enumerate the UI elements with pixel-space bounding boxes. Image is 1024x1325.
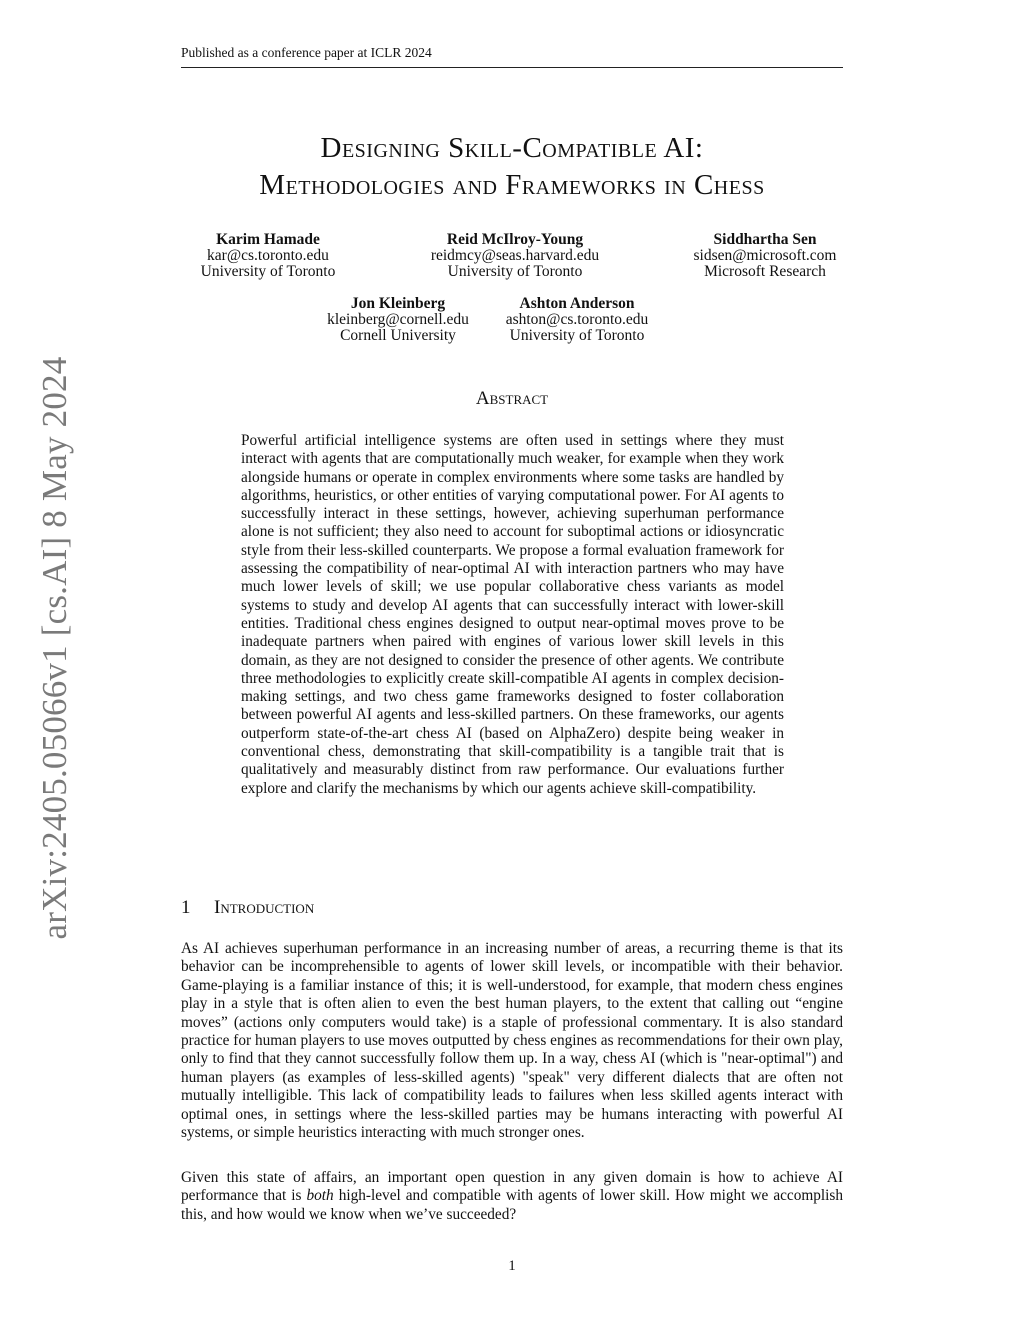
author-name: Reid McIlroy-Young <box>446 231 584 248</box>
author-email: reidmcy@seas.harvard.edu <box>430 247 600 264</box>
author-affiliation: Cornell University <box>340 327 456 344</box>
intro-paragraph-2 <box>181 1169 843 1224</box>
running-head: Published as a conference paper at ICLR 2024 <box>181 45 843 68</box>
author-block <box>487 296 667 344</box>
author-name: Jon Kleinberg <box>350 295 446 312</box>
arxiv-identifier-stamp: arXiv:2405.05066v1 [cs.AI] 8 May 2024 <box>35 356 74 940</box>
author-block <box>308 296 488 344</box>
author-name: Karim Hamade <box>216 231 320 248</box>
section-title: Introduction <box>214 897 315 918</box>
author-block <box>665 232 865 280</box>
abstract-text: Powerful artificial intelligence systems are often used in settings where they must interact with agents that are computationally much weaker, for example when they work alongside humans or operate in complex environments where some tasks are handled by algorithms, heuristics, or other entities of varying computational power. For AI agents to successfully interact in these settings, however, achieving superhuman performance alone is not sufficient; they also need to account for suboptimal actions or idiosyncratic style from their less-skilled counterparts. We propose a formal evaluation framework for assessing the compatibility of near-optimal AI with interaction partners who may have much lower levels of skill; we use popular collaborative chess variants as model systems to study and develop AI agents that can successfully interact with lower-skill entities. Traditional chess engines designed to output near-optimal moves prove to be inadequate partners when paired with engines of various lower skill levels in this domain, as they are not designed to consider the presence of other agents. We contribute three methodologies to explicitly create skill-compatible AI agents in complex decision-making settings, and two chess game frameworks designed to foster collaboration between powerful AI agents and less-skilled partners. On these frameworks, our agents outperform state-of-the-art chess AI (based on AlphaZero) despite being weaker in conventional chess, demonstrating that skill-compatibility is a tangible trait that is qualitatively and measurably distinct from raw performance. Our evaluations further explore and clarify the mechanisms by which our agents achieve skill-compatibility. <box>241 432 784 797</box>
author-block <box>168 232 368 280</box>
abstract-heading: Abstract <box>475 388 549 409</box>
author-email: ashton@cs.toronto.edu <box>505 311 649 328</box>
intro-paragraph-2-end: high-level and compatible with agents of lower skill. How might we accomplish this, and how would we know when we’ve succeeded? <box>181 1187 843 1223</box>
page-number: 1 <box>508 1258 516 1274</box>
author-affiliation: Microsoft Research <box>704 263 826 280</box>
intro-paragraph-2-emphasis: both <box>306 1187 334 1205</box>
author-affiliation: University of Toronto <box>509 327 645 344</box>
intro-paragraph-1: As AI achieves superhuman performance in an increasing number of areas, a recurring theme is that its behavior can be incomprehensible to agents of lower skill levels, or incompatible with their behavior. Game-playing is a familiar instance of this; it is well-understood, for example, that modern chess engines play in a style that is often alien to even the best human players, to the extent that calling out “engine moves” (actions only computers would take) is a staple of professional commentary. It is also standard practice for human players to use moves outputted by chess engines as recommendations for their own play, only to find that they cannot successfully follow them up. In a way, chess AI (which is "near-optimal") and human players (as examples of less-skilled agents) "speak" very different dialects that are often not mutually intelligible. This lack of compatibility leads to failures when less skilled agents interact with optimal ones, in settings where the less-skilled parties may be humans interacting with powerful AI systems, or simple heuristics interacting with much stronger ones. <box>181 940 843 1142</box>
section-number: 1 <box>181 897 191 918</box>
author-affiliation: University of Toronto <box>200 263 336 280</box>
author-name: Siddhartha Sen <box>713 231 817 248</box>
author-email: kar@cs.toronto.edu <box>207 247 329 264</box>
intro-paragraph-2-start: Given this state of affairs, an important open question in any given domain is how to achieve AI performance that is <box>181 1169 843 1205</box>
paper-title <box>150 130 874 204</box>
author-block <box>400 232 630 280</box>
author-email: sidsen@microsoft.com <box>693 247 837 264</box>
author-email: kleinberg@cornell.edu <box>327 311 469 328</box>
author-affiliation: University of Toronto <box>447 263 583 280</box>
paper-title-line-2: Methodologies and Frameworks in Chess <box>259 169 765 201</box>
author-name: Ashton Anderson <box>519 295 635 312</box>
section-heading <box>181 897 314 919</box>
paper-title-line-1: Designing Skill-Compatible AI: <box>320 132 704 164</box>
